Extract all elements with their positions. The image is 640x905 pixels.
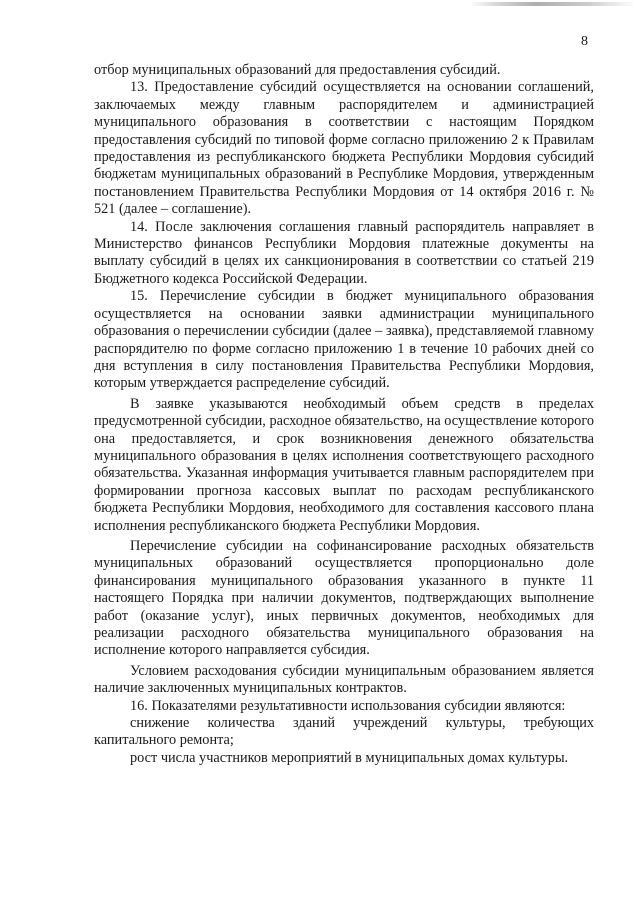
page-number: 8 bbox=[581, 34, 588, 49]
paragraph-item-15: 15. Перечисление субсидии в бюджет муниципального образования осуществляется на основании заявки администрации муниципального образования о перечислении субсидии (далее – заявка), представляемой главному распорядителю по форме согласно приложению 1 в течение 10 рабочих дней со дня вступления в силу постановления Правительства Республики Мордовия, которым утверждается распределение субсидий. bbox=[94, 288, 594, 392]
indicator-item: рост числа участников мероприятий в муниципальных домах культуры. bbox=[130, 749, 569, 766]
paragraph-item-14: 14. После заключения соглашения главный распорядитель направляет в Министерство финансов Республики Мордовия платежные документы на выплату субсидий в целях их санкционирования в соответствии со статьей 219 Бюджетного кодекса Российской Федерации. bbox=[94, 218, 594, 287]
paragraph-continuation: отбор муниципальных образований для предоставления субсидий. bbox=[94, 62, 501, 78]
indicator-item: снижение количества зданий учреждений культуры, требующих капитального ремонта; bbox=[94, 715, 594, 749]
paragraph-spending-condition: Условием расходования субсидии муниципальным образованием является наличие заключенных муниципальных контрактов. bbox=[94, 662, 594, 697]
paragraph-application-content: В заявке указываются необходимый объем средств в пределах предусмотренной субсидии, расходное обязательство, на осуществление которого она предоставляется, и срок возникновения денежного обязательства муниципального образования в целях исполнения соответствующего расходного обязательства. Указанная информация учитывается главным распорядителем при формировании прогноза кассовых выплат по расходам республиканского бюджета Республики Мордовия, необходимого для составления кассового плана исполнения республиканского бюджета Республики Мордовия. bbox=[94, 395, 594, 534]
document-body bbox=[94, 62, 594, 767]
paragraph-item-16: 16. Показателями результативности использования субсидии являются: bbox=[130, 697, 566, 714]
scan-artifact bbox=[470, 2, 635, 6]
paragraph-transfer-conditions: Перечисление субсидии на софинансирование расходных обязательств муниципальных образований осуществляется пропорционально доле финансирования муниципального образования указанного в пункте 11 настоящего Порядка при наличии документов, подтверждающих выполнение работ (оказание услуг), иных первичных документов, необходимых для реализации расходного обязательства муниципального образования на исполнение которого направляется субсидия. bbox=[94, 537, 594, 659]
paragraph-item-13: 13. Предоставление субсидий осуществляется на основании соглашений, заключаемых между главным распорядителем и администрацией муниципального образования в соответствии с настоящим Порядком предоставления субсидий по типовой форме согласно приложению 2 к Правилам предоставления из республиканского бюджета Республики Мордовия субсидий бюджетам муниципальных образований в Республике Мордовия, утвержденным постановлением Правительства Республики Мордовия от 14 октября 2016 г. № 521 (далее – соглашение). bbox=[94, 79, 594, 218]
